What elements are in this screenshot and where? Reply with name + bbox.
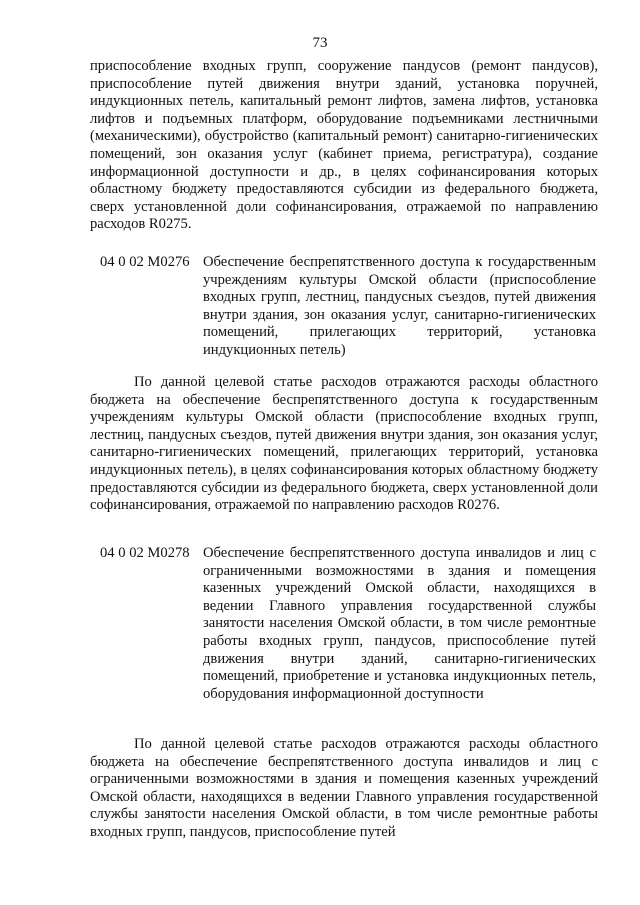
entry-code: 04 0 02 M0276 [100, 254, 190, 270]
entry-code: 04 0 02 M0278 [100, 545, 190, 561]
page-number: 73 [312, 35, 328, 51]
entry-title: Обеспечение беспрепятственного доступа инвалидов и лиц с ограниченными возможностями в здания и помещения казенных учреждений Омской области, находящихся в ведении Главного управления государственной службы занятости населения Омской области, в том числе ремонтные работы входных групп, пандусов, приспособление путей движения внутри зданий, санитарно-гигиенических помещений, приобретение и установка индукционных петель, оборудования информационной доступности [203, 545, 596, 702]
entry-title: Обеспечение беспрепятственного доступа к государственным учреждениям культуры Омской области (приспособление входных групп, лестниц, пандусных съездов, путей движения внутри здания, зон оказания услуг, санитарно-гигиенических помещений, прилегающих территорий, установка индукционных петель) [203, 254, 596, 358]
intro-paragraph: приспособление входных групп, сооружение пандусов (ремонт пандусов), приспособление путей движения внутри зданий, установка поручней, индукционных петель, капитальный ремонт лифтов, замена лифтов, установка лифтов и подъемных платформ, оборудование подъемниками лестничными (механическими), обустройство (капитальный ремонт) санитарно-гигиенических помещений, зон оказания услуг (кабинет приема, регистратура), создание информационной доступности и др., в целях софинансирования которых областному бюджету предоставляются субсидии из федерального бюджета, сверх установленной доли софинансирования, отражаемой по направлению расходов R0275. [90, 58, 598, 233]
entry-description: По данной целевой статье расходов отражаются расходы областного бюджета на обеспечение беспрепятственного доступа инвалидов и лиц с ограниченными возможностями в здания и помещения казенных учреждений Омской области, находящихся в ведении Главного управления государственной службы занятости населения Омской области, в том числе ремонтные работы входных групп, пандусов, приспособление путей [90, 736, 598, 840]
entry-description: По данной целевой статье расходов отражаются расходы областного бюджета на обеспечение беспрепятственного доступа к государственным учреждениям культуры Омской области (приспособление входных групп, лестниц, пандусных съездов, путей движения внутри здания, зон оказания услуг, санитарно-гигиенических помещений, прилегающих территорий, установка индукционных петель), в целях софинансирования которых областному бюджету предоставляются субсидии из федерального бюджета, сверх установленной доли софинансирования, отражаемой по направлению расходов R0276. [90, 374, 598, 514]
